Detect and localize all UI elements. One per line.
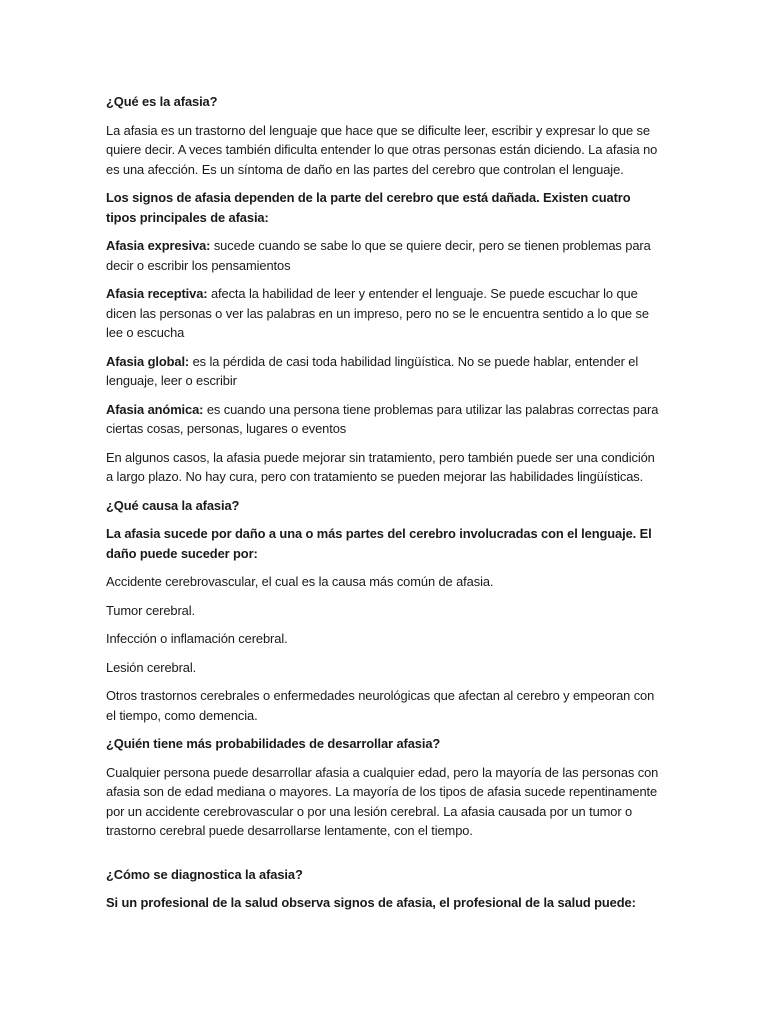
paragraph-diagnosis-intro: Si un profesional de la salud observa signos de afasia, el profesional de la salud puede:	[106, 895, 636, 910]
cause-item: Lesión cerebral.	[106, 659, 197, 675]
paragraph-prognosis: En algunos casos, la afasia puede mejorar sin tratamiento, pero también puede ser una condición a largo plazo. No hay cura, pero con tratamiento se pueden mejorar las habilidades lingüísticas.	[106, 449, 655, 484]
paragraph-risk: Cualquier persona puede desarrollar afasia a cualquier edad, pero la mayoría de las personas con afasia son de edad mediana o mayores. La mayoría de los tipos de afasia sucede repentinamente por un accidente cerebrovascular o por una lesión cerebral. La afasia causada por un tumor o trastorno cerebral puede desarrollarse lentamente, con el tiempo.	[106, 764, 659, 838]
term-label: Afasia anómica:	[106, 401, 204, 417]
type-receptive	[106, 284, 662, 343]
heading-que-causa: ¿Qué causa la afasia?	[106, 497, 240, 513]
term-label: Afasia global:	[106, 353, 190, 369]
heading-como-diagnostica: ¿Cómo se diagnostica la afasia?	[106, 866, 303, 882]
term-description: sucede cuando se sabe lo que se quiere decir, pero se tienen problemas para decir o escribir los pensamientos	[106, 238, 651, 273]
term-label: Afasia expresiva:	[106, 238, 211, 253]
term-description: es cuando una persona tiene problemas para utilizar las palabras correctas para ciertas cosas, personas, lugares o eventos	[106, 401, 659, 436]
type-anomic	[106, 400, 662, 439]
cause-item: Otros trastornos cerebrales o enfermedades neurológicas que afectan al cerebro y empeoran con el tiempo, como demencia.	[106, 688, 655, 723]
paragraph-signs-intro: Los signos de afasia dependen de la parte del cerebro que está dañada. Existen cuatro tipos principales de afasia:	[106, 190, 631, 225]
paragraph-causes-intro: La afasia sucede por daño a una o más partes del cerebro involucradas con el lenguaje. El daño puede suceder por:	[106, 526, 652, 561]
term-label: Afasia receptiva:	[106, 286, 208, 301]
paragraph-definition: La afasia es un trastorno del lenguaje que hace que se dificulte leer, escribir y expresar lo que se quiere decir. A veces también dificulta entender lo que otras personas están diciendo. La afasia no es una afección. Es un síntoma de daño en las partes del cerebro que controlan el lenguaje.	[106, 122, 658, 177]
term-description: afecta la habilidad de leer y entender el lenguaje. Se puede escuchar lo que dicen las personas o ver las palabras en un impreso, pero no se le encuentra sentido a lo que se lee o escucha	[106, 286, 649, 340]
type-expressive	[106, 236, 662, 275]
cause-item: Accidente cerebrovascular, el cual es la causa más común de afasia.	[106, 574, 494, 589]
heading-quien-tiene: ¿Quién tiene más probabilidades de desarrollar afasia?	[106, 736, 441, 751]
heading-que-es-afasia: ¿Qué es la afasia?	[106, 94, 218, 109]
document-body	[106, 92, 662, 922]
term-description: es la pérdida de casi toda habilidad lingüística. No se puede hablar, entender el lenguaje, leer o escribir	[106, 353, 639, 388]
type-global	[106, 352, 662, 391]
cause-item: Infección o inflamación cerebral.	[106, 631, 288, 646]
cause-item: Tumor cerebral.	[106, 602, 195, 618]
